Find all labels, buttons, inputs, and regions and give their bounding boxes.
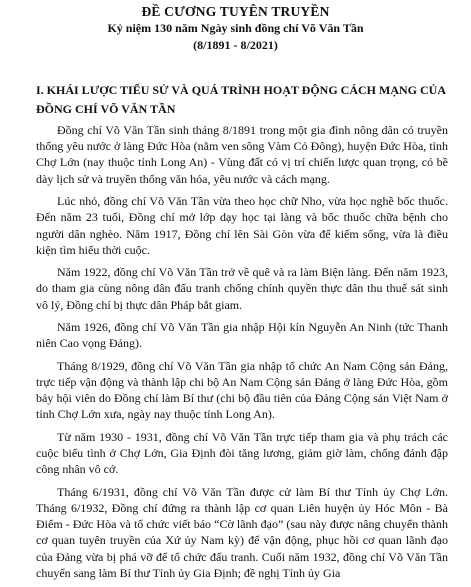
- section-heading: I. KHÁI LƯỢC TIỂU SỬ VÀ QUÁ TRÌNH HOẠT ĐỘNG CÁCH MẠNG CỦA ĐỒNG CHÍ VÕ VĂN TẦN: [36, 83, 446, 116]
- document-body: [36, 122, 448, 587]
- document-date-range: (8/1891 - 8/2021): [193, 38, 278, 52]
- document-title: ĐỀ CƯƠNG TUYÊN TRUYỀN: [141, 4, 330, 19]
- paragraph-1929: Tháng 8/1929, đồng chí Võ Văn Tần gia nhập tổ chức An Nam Cộng sản Đảng, trực tiếp vận động và thành lập chi bộ An Nam Cộng sản Đảng ở làng Đức Hòa, gồm bảy hội viên do Đồng chí làm Bí thư (chi bộ đầu tiên của Đảng Cộng sản Việt Nam ở tỉnh Chợ Lớn xưa, ngày nay thuộc tỉnh Long An).: [36, 358, 448, 422]
- paragraph-1926: Năm 1926, đồng chí Võ Văn Tần gia nhập Hội kín Nguyễn An Ninh (tức Thanh niên Cao vọng Đảng).: [36, 320, 448, 351]
- paragraph-birth: Đồng chí Võ Văn Tần sinh tháng 8/1891 trong một gia đình nông dân có truyền thống yêu nước ở làng Đức Hòa (nằm ven sông Vàm Cỏ Đông), huyện Đức Hòa, tỉnh Chợ Lớn (nay thuộc tỉnh Long An) - Vùng đất có vị trí chiến lược quan trọng, có bề dày lịch sử và truyền thống văn hóa, yêu nước và cách mạng.: [36, 123, 448, 186]
- paragraph-1922: Năm 1922, đồng chí Võ Văn Tần trở về quê và ra làm Biện làng. Đến năm 1923, do tham gia cùng nông dân đấu tranh chống chính quyền thực dân thu thuế sát sinh vô lý, Đồng chí bị thực dân Pháp bắt giam.: [36, 265, 448, 312]
- paragraph-childhood: Lúc nhỏ, đồng chí Võ Văn Tần vừa theo học chữ Nho, vừa học nghề bốc thuốc. Đến năm 23 tuổi, Đồng chí mở lớp dạy học tại làng và bốc thuốc chữa bệnh cho người dân nghèo. Năm 1917, Đồng chí lên Sài Gòn vừa để kiếm sống, vừa là điều kiện tìm hiểu thời cuộc.: [36, 194, 448, 257]
- paragraph-1930: Từ năm 1930 - 1931, đồng chí Võ Văn Tần trực tiếp tham gia và phụ trách các cuộc biểu tình ở Chợ Lớn, Gia Định đòi tăng lương, giảm giờ làm, chống đánh đập công nhân vô cớ.: [36, 429, 448, 477]
- document-subtitle: Kỷ niệm 130 năm Ngày sinh đồng chí Võ Văn Tần: [107, 21, 364, 35]
- paragraph-1931: Tháng 6/1931, đồng chí Võ Văn Tần được cử làm Bí thư Tỉnh ủy Chợ Lớn. Tháng 6/1932, Đồng chí đứng ra thành lập cơ quan Liên huyện ủy Hóc Môn - Bà Điểm - Đức Hòa và tổ chức viết báo “Cờ lãnh đạo” (sau này được nâng chuyển thành cơ quan tuyên truyền của Xứ ủy Nam kỳ) để vận động, phục hồi cơ quan lãnh đạo của Đảng vừa bị phá vỡ để tổ chức đấu tranh. Cuối năm 1932, đồng chí Võ Văn Tần chuyển sang làm Bí thư Tỉnh ủy Gia Định; đề nghị Tỉnh ủy Gia: [36, 484, 448, 580]
